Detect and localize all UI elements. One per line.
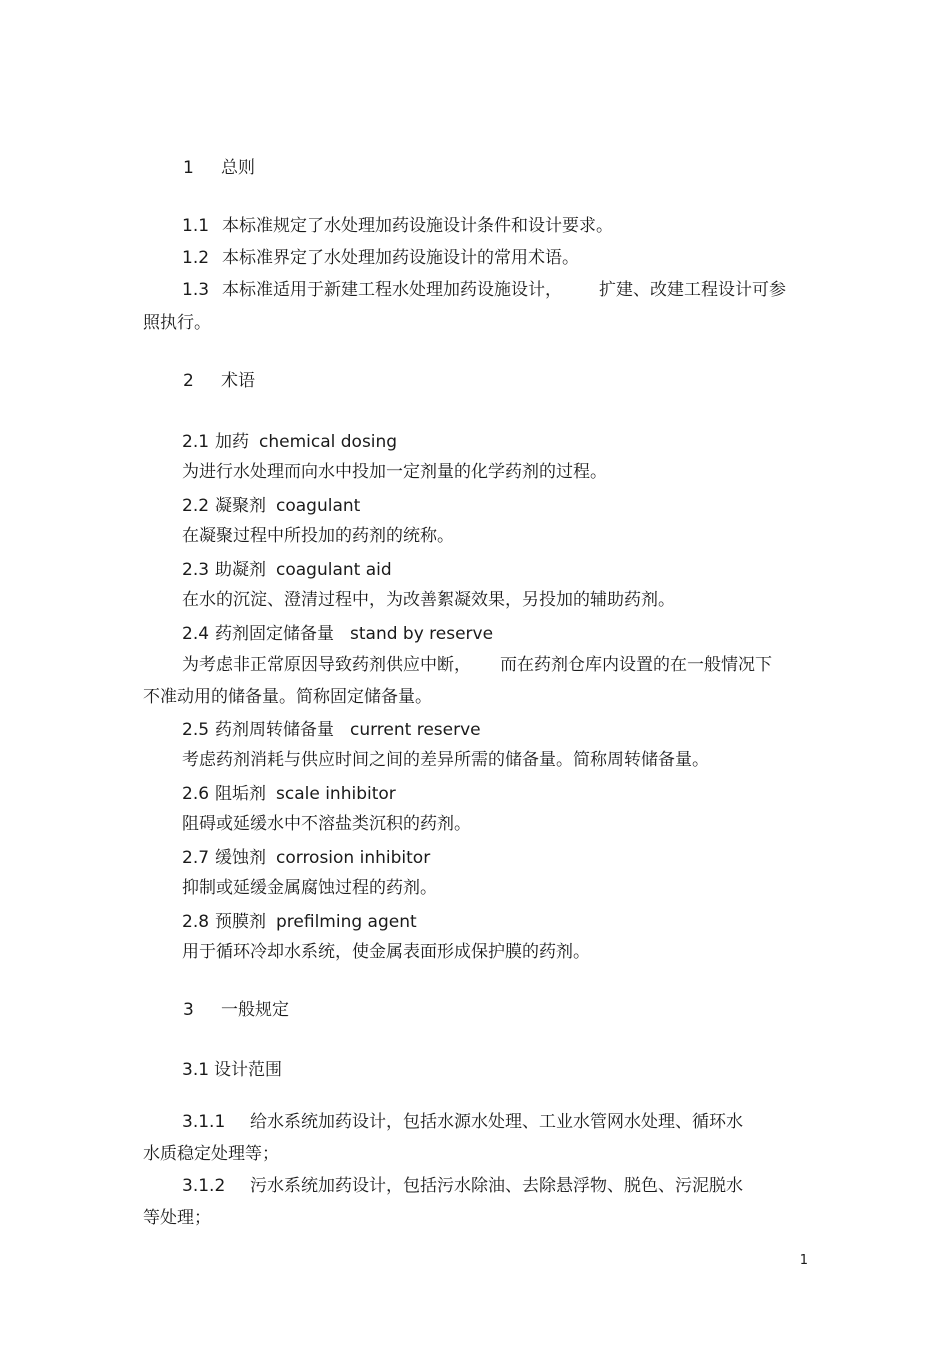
- term-definition-line2: 不准动用的储备量。简称固定储备量。: [143, 687, 432, 707]
- term-chinese: 药剂固定储备量: [215, 624, 334, 644]
- term-chinese: 助凝剂: [215, 560, 266, 580]
- item-3-1-2: [182, 1171, 743, 1196]
- section-title: 总则: [221, 158, 255, 178]
- term-number: 2.4: [182, 624, 210, 644]
- item-text: 污水系统加药设计，包括污水除油、去除悬浮物、脱色、污泥脱水: [250, 1176, 743, 1196]
- term-english: stand by reserve: [350, 624, 494, 644]
- section-heading-1: [183, 153, 255, 178]
- term-number: 2.2: [182, 496, 210, 516]
- clause-number: 1.2: [182, 248, 210, 268]
- item-number: 3.1.1: [182, 1112, 226, 1132]
- clause-1-3: [182, 275, 562, 300]
- section-number: 2: [183, 371, 194, 391]
- subsection-number: 3.1: [182, 1060, 210, 1080]
- page-number: 1: [799, 1253, 808, 1268]
- term-definition: 在凝聚过程中所投加的药剂的统称。: [182, 526, 454, 546]
- section-title: 术语: [221, 371, 255, 391]
- term-english: corrosion inhibitor: [276, 848, 431, 868]
- term-number: 2.8: [182, 912, 210, 932]
- term-definition-cont: 而在药剂仓库内设置的在一般情况下: [500, 655, 772, 675]
- term-number: 2.6: [182, 784, 210, 804]
- term-definition: 在水的沉淀、澄清过程中，为改善絮凝效果，另投加的辅助药剂。: [182, 590, 675, 610]
- subsection-title: 设计范围: [214, 1060, 283, 1080]
- term-2-1: [182, 427, 397, 452]
- term-chinese: 加药: [215, 432, 249, 452]
- term-definition: 用于循环冷却水系统，使金属表面形成保护膜的药剂。: [182, 942, 590, 962]
- term-definition: 阻碍或延缓水中不溶盐类沉积的药剂。: [182, 814, 471, 834]
- term-chinese: 预膜剂: [215, 912, 266, 932]
- term-2-4: [182, 619, 493, 644]
- term-2-5: [182, 715, 481, 740]
- clause-text: 本标准规定了水处理加药设施设计条件和设计要求。: [222, 216, 613, 236]
- clause-1-3-text-cont: 扩建、改建工程设计可参: [599, 280, 786, 300]
- term-definition: 为进行水处理而向水中投加一定剂量的化学药剂的过程。: [182, 462, 607, 482]
- clause-1-1: [182, 211, 613, 236]
- section-title: 一般规定: [221, 1000, 289, 1020]
- item-3-1-1: [182, 1107, 743, 1132]
- term-english: current reserve: [350, 720, 481, 740]
- term-number: 2.5: [182, 720, 210, 740]
- clause-1-3-line2: 照执行。: [143, 313, 211, 333]
- term-2-7: [182, 843, 430, 868]
- clause-number: 1.3: [182, 280, 210, 300]
- section-number: 3: [183, 1000, 194, 1020]
- term-english: coagulant aid: [276, 560, 392, 580]
- term-definition: 考虑药剂消耗与供应时间之间的差异所需的储备量。简称周转储备量。: [182, 750, 709, 770]
- section-heading-2: [183, 366, 255, 391]
- item-3-1-2-line2: 等处理；: [143, 1208, 211, 1228]
- item-number: 3.1.2: [182, 1176, 226, 1196]
- term-number: 2.3: [182, 560, 210, 580]
- clause-text: 本标准界定了水处理加药设施设计的常用术语。: [222, 248, 579, 268]
- item-3-1-1-line2: 水质稳定处理等；: [143, 1144, 279, 1164]
- clause-text: 本标准适用于新建工程水处理加药设施设计，: [222, 280, 562, 300]
- term-2-3: [182, 555, 392, 580]
- term-english: coagulant: [276, 496, 361, 516]
- subsection-heading-3-1: [182, 1055, 282, 1080]
- term-2-8: [182, 907, 417, 932]
- term-chinese: 凝聚剂: [215, 496, 266, 516]
- clause-1-2: [182, 243, 579, 268]
- term-2-2: [182, 491, 360, 516]
- item-text: 给水系统加药设计，包括水源水处理、工业水管网水处理、循环水: [250, 1112, 743, 1132]
- term-number: 2.1: [182, 432, 210, 452]
- term-english: chemical dosing: [259, 432, 398, 452]
- term-chinese: 阻垢剂: [215, 784, 266, 804]
- clause-number: 1.1: [182, 216, 210, 236]
- term-definition: 为考虑非正常原因导致药剂供应中断，: [182, 655, 471, 675]
- term-definition: 抑制或延缓金属腐蚀过程的药剂。: [182, 878, 437, 898]
- term-number: 2.7: [182, 848, 210, 868]
- section-heading-3: [183, 995, 289, 1020]
- term-2-6: [182, 779, 396, 804]
- section-number: 1: [183, 158, 194, 178]
- term-english: prefilming agent: [276, 912, 417, 932]
- term-chinese: 缓蚀剂: [215, 848, 266, 868]
- term-chinese: 药剂周转储备量: [215, 720, 334, 740]
- term-english: scale inhibitor: [276, 784, 396, 804]
